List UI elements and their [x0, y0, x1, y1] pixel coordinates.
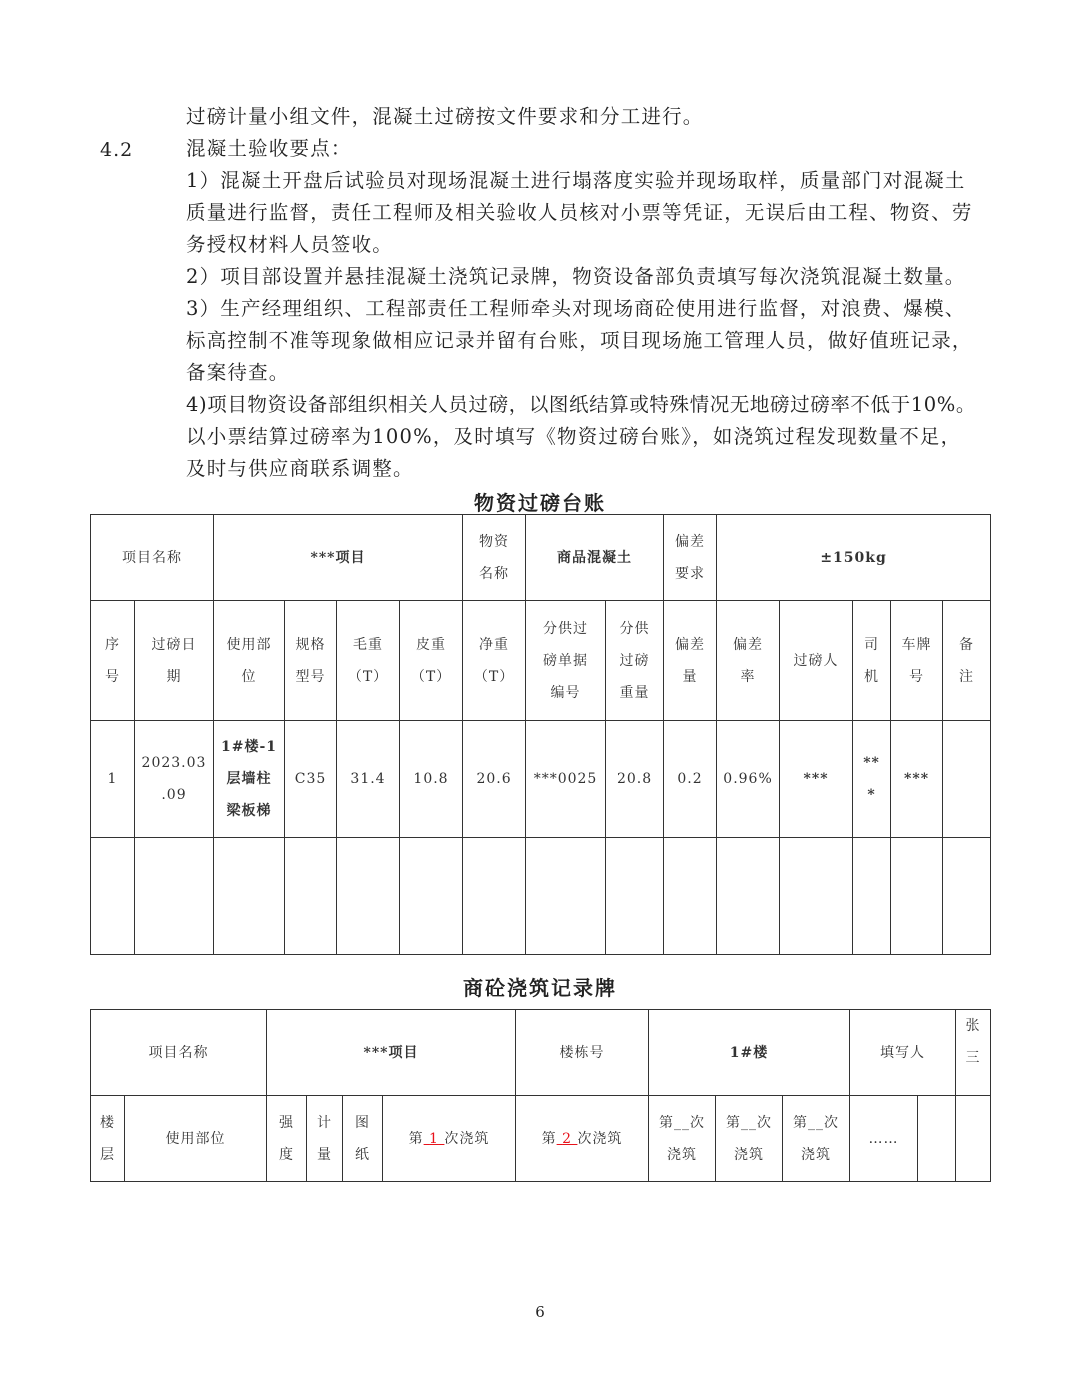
- paragraph-line: 4)项目物资设备部组织相关人员过磅，以图纸结算或特殊情况无地磅过磅率不低于10%。: [186, 393, 976, 416]
- pb-pour-1: 第 1 次浇筑: [383, 1096, 516, 1182]
- cell-weigher: ***: [780, 721, 853, 838]
- col-location: 使用部 位: [214, 601, 285, 721]
- ledger-title: 物资过磅台账: [474, 491, 606, 515]
- pb-filler-value: 张 三: [956, 1010, 991, 1096]
- paragraph-line: 备案待查。: [186, 361, 290, 384]
- cell-supplier-weight: 20.8: [606, 721, 664, 838]
- cell-plate: ***: [891, 721, 943, 838]
- col-net: 净重 （T）: [463, 601, 526, 721]
- pb-pour-blank: 第__次 浇筑: [716, 1096, 783, 1182]
- pb-pour-blank: 第__次 浇筑: [649, 1096, 716, 1182]
- material-label-cell: 物资 名称: [463, 515, 526, 601]
- col-tare: 皮重 （T）: [400, 601, 463, 721]
- paragraph-line: 以小票结算过磅率为100%，及时填写《物资过磅台账》，如浇筑过程发现数量不足，: [186, 425, 962, 448]
- cell-location: 1#楼-1 层墙柱 梁板梯: [214, 721, 285, 838]
- col-weigher: 过磅人: [780, 601, 853, 721]
- pour-board-title: 商砼浇筑记录牌: [463, 976, 617, 1000]
- pb-pour-2: 第 2 次浇筑: [516, 1096, 649, 1182]
- ledger-table: [90, 514, 991, 955]
- cell-seq: 1: [91, 721, 135, 838]
- paragraph-line: 3）生产经理组织、工程部责任工程师牵头对现场商砼使用进行监督，对浪费、爆模、: [186, 297, 966, 320]
- ledger-column-headers: [91, 601, 991, 721]
- pb-building-label: 楼栋号: [516, 1010, 649, 1096]
- pour-board-columns: [91, 1096, 991, 1182]
- cell-net: 20.6: [463, 721, 526, 838]
- paragraph-line: 1）混凝土开盘后试验员对现场混凝土进行塌落度实验并现场取样，质量部门对混凝土: [186, 169, 966, 192]
- cell-spec: C35: [285, 721, 337, 838]
- pour-board-header-row: [91, 1010, 991, 1096]
- col-supplier-weight: 分供 过磅 重量: [606, 601, 664, 721]
- project-label-cell: 项目名称: [91, 515, 214, 601]
- col-spec: 规格 型号: [285, 601, 337, 721]
- pb-drawing: 图 纸: [343, 1096, 383, 1182]
- col-deviation-rate: 偏差 率: [717, 601, 780, 721]
- pb-project-label: 项目名称: [91, 1010, 267, 1096]
- tolerance-value-cell: ±150kg: [717, 515, 991, 601]
- pb-pour-blank: 第__次 浇筑: [783, 1096, 850, 1182]
- table-row: [91, 721, 991, 838]
- table-row-empty: [91, 838, 991, 955]
- pb-measure: 计 量: [307, 1096, 343, 1182]
- pb-filler-label: 填写人: [850, 1010, 956, 1096]
- pb-ellipsis: ……: [850, 1096, 918, 1182]
- page-number: 6: [535, 1303, 545, 1321]
- pb-floor: 楼 层: [91, 1096, 125, 1182]
- tolerance-label-cell: 偏差 要求: [664, 515, 717, 601]
- pour-board-table: [90, 1009, 991, 1182]
- cell-gross: 31.4: [337, 721, 400, 838]
- cell-deviation-rate: 0.96%: [717, 721, 780, 838]
- col-deviation: 偏差 量: [664, 601, 717, 721]
- col-plate: 车牌 号: [891, 601, 943, 721]
- paragraph-line: 过磅计量小组文件，混凝土过磅按文件要求和分工进行。: [186, 105, 704, 128]
- ledger-header-row: [91, 515, 991, 601]
- pb-building-value: 1#楼: [649, 1010, 850, 1096]
- pb-project-value: ***项目: [267, 1010, 516, 1096]
- paragraph-line: 务授权材料人员签收。: [186, 233, 394, 256]
- pb-location: 使用部位: [125, 1096, 267, 1182]
- cell-supplier-no: ***0025: [526, 721, 606, 838]
- cell-deviation: 0.2: [664, 721, 717, 838]
- paragraph-line: 2）项目部设置并悬挂混凝土浇筑记录牌，物资设备部负责填写每次浇筑混凝土数量。: [186, 265, 966, 288]
- paragraph-line: 标高控制不准等现象做相应记录并留有台账，项目现场施工管理人员，做好值班记录，: [186, 329, 973, 352]
- section-number: 4.2: [100, 139, 134, 161]
- cell-tare: 10.8: [400, 721, 463, 838]
- paragraph-line: 及时与供应商联系调整。: [186, 457, 414, 480]
- col-date: 过磅日 期: [135, 601, 214, 721]
- cell-driver: ** *: [853, 721, 891, 838]
- col-driver: 司 机: [853, 601, 891, 721]
- col-remark: 备 注: [943, 601, 991, 721]
- col-gross: 毛重 （T）: [337, 601, 400, 721]
- section-title: 混凝土验收要点：: [186, 137, 352, 160]
- cell-remark: [943, 721, 991, 838]
- col-seq: 序 号: [91, 601, 135, 721]
- pb-strength: 强 度: [267, 1096, 307, 1182]
- project-value-cell: ***项目: [214, 515, 463, 601]
- cell-date: 2023.03 .09: [135, 721, 214, 838]
- col-supplier-no: 分供过 磅单据 编号: [526, 601, 606, 721]
- paragraph-line: 质量进行监督，责任工程师及相关验收人员核对小票等凭证，无误后由工程、物资、劳: [186, 201, 973, 224]
- material-value-cell: 商品混凝土: [526, 515, 664, 601]
